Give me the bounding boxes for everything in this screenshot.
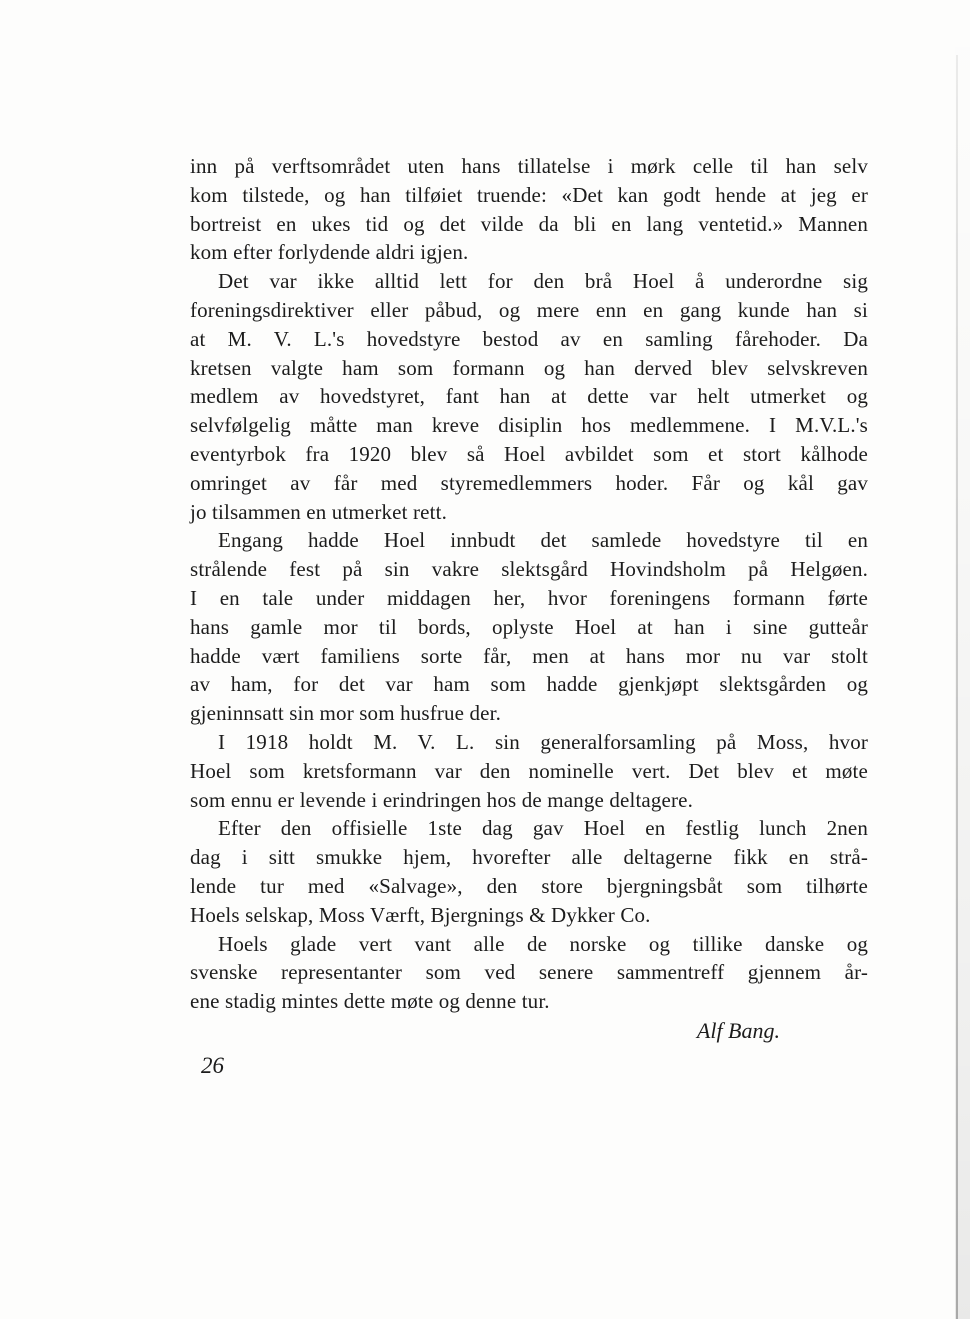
text-line: kom tilstede, og han tilføiet truende: «Det kan godt hende at jeg er [190, 182, 868, 207]
text-line: kretsen valgte ham som formann og han derved blev selvskreven [190, 355, 868, 380]
text-line: lende tur med «Salvage», den store bjergningsbåt som tilhørte [190, 873, 868, 898]
text-line: Efter den offisielle 1ste dag gav Hoel en festlig lunch 2nen [218, 816, 868, 841]
text-line: inn på verftsområdet uten hans tillatelse i mørk celle til han selv [190, 154, 868, 178]
text-line: Hoel som kretsformann var den nominelle vert. Det blev et møte [190, 758, 868, 783]
text-line: foreningsdirektiver eller påbud, og mere enn en gang kunde han si [190, 297, 868, 322]
text-line: hadde vært familiens sorte får, men at hans mor nu var stolt [190, 643, 868, 668]
paragraph [190, 930, 868, 1016]
paragraph [190, 814, 868, 929]
paragraph [190, 526, 868, 728]
text-line: dag i sitt smukke hjem, hvorefter alle deltagerne fikk en strå- [190, 845, 868, 870]
text-line: ene stadig mintes dette møte og denne tur. [190, 989, 550, 1014]
author-signature: Alf Bang. [696, 1017, 780, 1043]
text-line: selvfølgelig måtte man kreve disiplin hos medlemmene. I M.V.L.'s [190, 413, 868, 438]
text-line: eventyrbok fra 1920 blev så Hoel avbildet som et stort kålhode [190, 441, 868, 466]
text-line: Engang hadde Hoel innbudt det samlede hovedstyre til en [218, 528, 868, 553]
text-block [190, 152, 868, 1046]
text-line: bortreist en ukes tid og det vilde da bli en lang ventetid.» Mannen [190, 211, 868, 236]
text-line: I en tale under middagen her, hvor foreningens formann førte [190, 585, 868, 610]
paragraph [190, 728, 868, 814]
text-line: strålende fest på sin vakre slektsgård Hovindsholm på Helgøen. [190, 557, 868, 582]
paragraph [190, 152, 868, 267]
text-line: hans gamle mor til bords, oplyste Hoel at han i sine gutteår [190, 614, 868, 639]
text-line: Hoels selskap, Moss Værft, Bjergnings & Dykker Co. [190, 902, 651, 927]
text-line: omringet av får med styremedlemmers hoder. Får og kål gav [190, 470, 868, 495]
text-line: medlem av hovedstyret, fant han at dette var helt utmerket og [190, 384, 868, 409]
text-line: jo tilsammen en utmerket rett. [190, 499, 448, 524]
text-line: svenske representanter som ved senere sammentreff gjennem år- [190, 960, 868, 985]
paragraph [190, 267, 868, 526]
page-number: 26 [201, 1053, 224, 1078]
text-line: av ham, for det var ham som hadde gjenkjøpt slektsgården og [190, 672, 868, 697]
text-line: kom efter forlydende aldri igjen. [190, 240, 469, 265]
text-line: I 1918 holdt M. V. L. sin generalforsamling på Moss, hvor [218, 729, 868, 754]
text-line: at M. V. L.'s hovedstyre bestod av en samling fårehoder. Da [190, 326, 868, 351]
scan-edge-line [956, 55, 958, 1319]
text-line: som ennu er levende i erindringen hos de mange deltagere. [190, 787, 694, 812]
text-line: gjeninnsatt sin mor som husfrue der. [190, 701, 502, 726]
text-line: Det var ikke alltid lett for den brå Hoel å underordne sig [218, 269, 868, 294]
text-line: Hoels glade vert vant alle de norske og tillike danske og [218, 931, 868, 956]
